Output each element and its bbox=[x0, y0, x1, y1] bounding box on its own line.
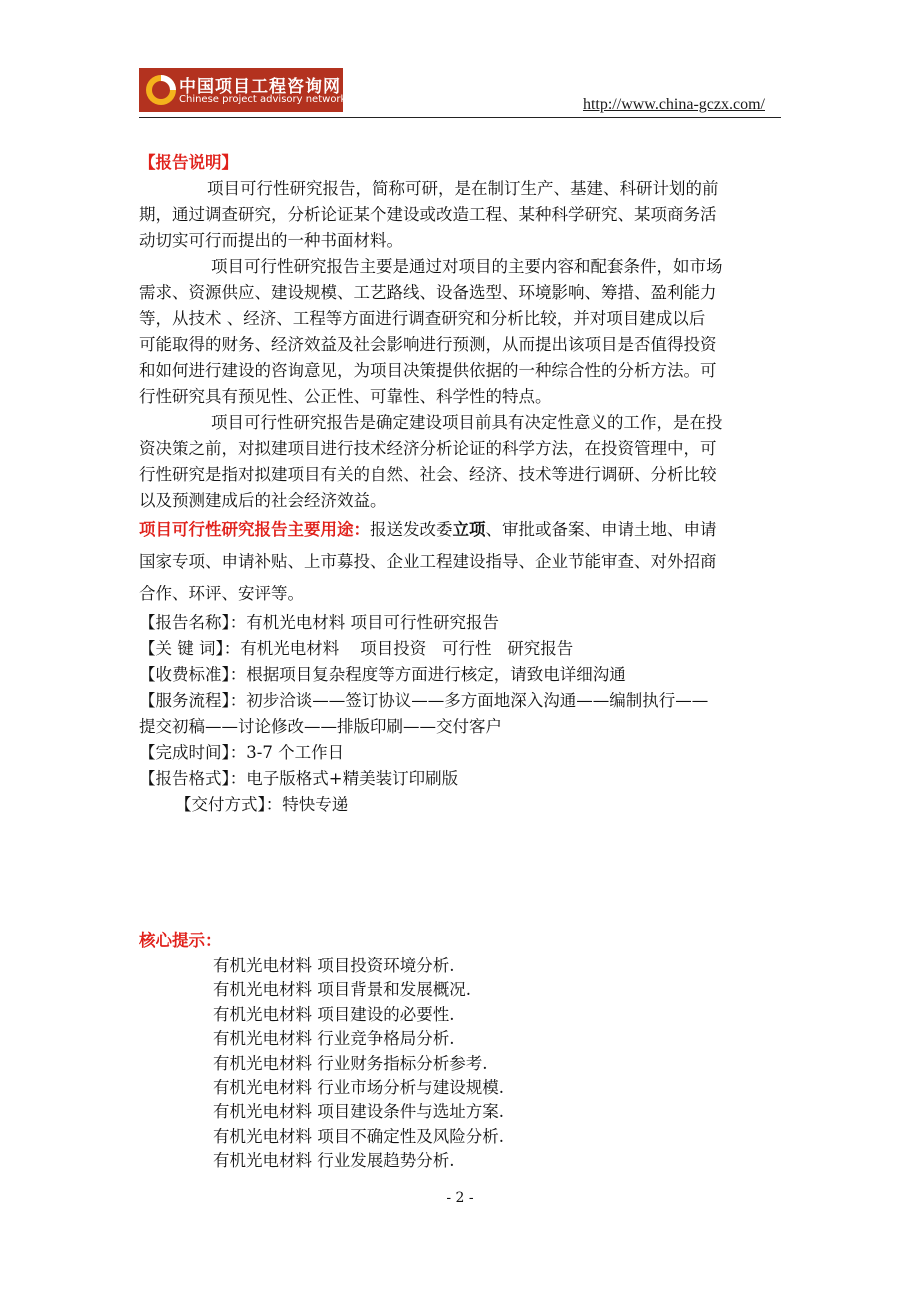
report-desc-title: 【报告说明】 bbox=[139, 153, 238, 172]
info-process: 【服务流程】：初步洽谈——签订协议——多方面地深入沟通——编制执行—— bbox=[139, 691, 709, 710]
desc-p2-line: 需求、资源供应、建设规模、工艺路线、设备选型、环境影响、筹措、盈利能力 bbox=[139, 283, 717, 302]
usage-text-b: 、审批或备案、申请土地、申请 bbox=[485, 520, 717, 539]
core-tip-item: 有机光电材料 项目不确定性及风险分析. bbox=[213, 1126, 504, 1146]
info-format: 【报告格式】：电子版格式+精美装订印刷版 bbox=[139, 769, 459, 788]
core-tip-item: 有机光电材料 项目建设条件与选址方案. bbox=[213, 1102, 504, 1122]
core-tip-item: 有机光电材料 行业发展趋势分析. bbox=[213, 1151, 455, 1171]
logo-title-en: Chinese project advisory network bbox=[179, 94, 347, 105]
page-header bbox=[139, 68, 781, 118]
logo-title-cn: 中国项目工程咨询网 bbox=[179, 77, 341, 97]
desc-p2-line: 可能取得的财务、经济效益及社会影响进行预测，从而提出该项目是否值得投资 bbox=[139, 335, 717, 354]
core-tip-item: 有机光电材料 行业竞争格局分析. bbox=[213, 1029, 455, 1049]
core-tips-title: 核心提示： bbox=[139, 931, 222, 950]
core-tip-item: 有机光电材料 项目建设的必要性. bbox=[213, 1004, 455, 1024]
desc-p3-line: 资决策之前，对拟建项目进行技术经济分析论证的科学方法，在投资管理中，可 bbox=[139, 439, 717, 458]
usage-line-3: 合作、环评、安评等。 bbox=[139, 584, 304, 603]
info-delivery: 【交付方式】：特快专递 bbox=[175, 795, 349, 814]
core-tip-item: 有机光电材料 行业财务指标分析参考. bbox=[213, 1053, 488, 1073]
desc-p1-line: 动切实可行而提出的一种书面材料。 bbox=[139, 231, 403, 250]
core-tip-item: 有机光电材料 项目背景和发展概况. bbox=[213, 980, 471, 1000]
desc-p2-line: 等，从技术 、经济、工程等方面进行调查研究和分析比较，并对项目建成以后 bbox=[139, 309, 706, 328]
logo-emblem-icon bbox=[143, 72, 179, 108]
usage-line bbox=[139, 514, 781, 546]
site-url-link[interactable]: http://www.china-gczx.com/ bbox=[582, 96, 765, 113]
desc-p3-line: 项目可行性研究报告是确定建设项目前具有决定性意义的工作，是在投 bbox=[211, 413, 723, 432]
info-report-name: 【报告名称】：有机光电材料 项目可行性研究报告 bbox=[139, 613, 499, 632]
info-keywords: 【关 键 词】：有机光电材料 项目投资 可行性 研究报告 bbox=[139, 639, 574, 658]
site-logo[interactable] bbox=[139, 68, 347, 112]
usage-text-a: 报送发改委 bbox=[370, 520, 453, 539]
info-fee: 【收费标准】：根据项目复杂程度等方面进行核定，请致电详细沟通 bbox=[139, 665, 626, 684]
core-tips bbox=[139, 928, 504, 1174]
core-tip-item: 有机光电材料 行业市场分析与建设规模. bbox=[213, 1077, 504, 1097]
usage-colon: ： bbox=[353, 520, 370, 539]
desc-p2-line: 行性研究具有预见性、公正性、可靠性、科学性的特点。 bbox=[139, 387, 552, 406]
info-time: 【完成时间】：3-7 个工作日 bbox=[139, 743, 345, 762]
usage-label: 项目可行性研究报告主要用途 bbox=[139, 520, 354, 539]
page-number: - 2 - bbox=[446, 1190, 474, 1206]
desc-p1-line: 期，通过调查研究，分析论证某个建设或改造工程、某种科学研究、某项商务活 bbox=[139, 205, 717, 224]
desc-p2-line: 和如何进行建设的咨询意见，为项目决策提供依据的一种综合性的分析方法。可 bbox=[139, 361, 717, 380]
info-process-cont: 提交初稿——讨论修改——排版印刷——交付客户 bbox=[139, 717, 502, 736]
desc-p3-line: 行性研究是指对拟建项目有关的自然、社会、经济、技术等进行调研、分析比较 bbox=[139, 465, 717, 484]
core-tip-item: 有机光电材料 项目投资环境分析. bbox=[213, 956, 455, 975]
desc-p2-line: 项目可行性研究报告主要是通过对项目的主要内容和配套条件，如市场 bbox=[211, 257, 723, 276]
report-content bbox=[139, 150, 781, 818]
usage-line-2: 国家专项、申请补贴、上市募投、企业工程建设指导、企业节能审查、对外招商 bbox=[139, 552, 717, 571]
header-divider bbox=[139, 117, 781, 118]
usage-text-bold: 立项 bbox=[452, 520, 486, 539]
desc-p1-line: 项目可行性研究报告，简称可研，是在制订生产、基建、科研计划的前 bbox=[207, 179, 719, 198]
desc-p3-line: 以及预测建成后的社会经济效益。 bbox=[139, 491, 387, 510]
